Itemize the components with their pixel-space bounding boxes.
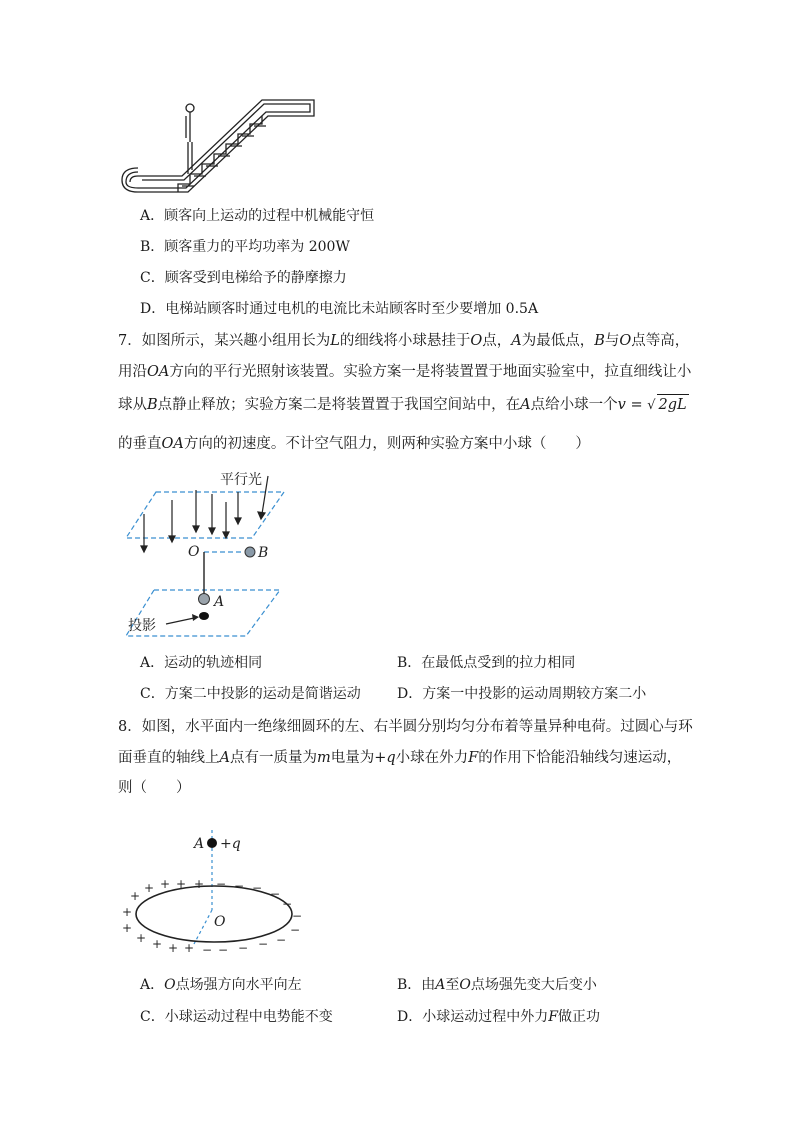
svg-text:−: − xyxy=(292,909,303,923)
label-o: O xyxy=(214,914,226,930)
light-label: 平行光 xyxy=(220,472,262,488)
q8-option-b: B．由A至O点场强先变大后变小 xyxy=(397,977,597,993)
ball-a xyxy=(199,594,210,605)
q8-stem-line-3: 则（ ） xyxy=(118,780,191,796)
q7-option-d: D．方案一中投影的运动周期较方案二小 xyxy=(397,686,647,702)
q8-option-d: D．小球运动过程中外力F做正功 xyxy=(397,1009,600,1025)
q7-stem-line-4: 的垂直OA方向的初速度。不计空气阻力，则两种实验方案中小球（ ） xyxy=(118,436,590,452)
svg-text:−: − xyxy=(252,881,263,895)
ring-figure xyxy=(118,830,314,960)
svg-text:−: − xyxy=(282,897,293,911)
q7-option-a: A．运动的轨迹相同 xyxy=(140,655,263,671)
q7-option-b: B．在最低点受到的拉力相同 xyxy=(397,655,576,671)
svg-text:+: + xyxy=(136,931,147,945)
q8-stem-line-1: 8．如图，水平面内一绝缘细圆环的左、右半圆分别均匀分布着等量异种电荷。过圆心与环 xyxy=(118,719,693,735)
label-q: +q xyxy=(220,836,241,852)
svg-text:+: + xyxy=(176,877,187,891)
q6-option-c: C．顾客受到电梯给予的静摩擦力 xyxy=(140,270,347,286)
svg-text:−: − xyxy=(238,941,249,955)
q8-stem-line-2: 面垂直的轴线上A点有一质量为m电量为+q小球在外力F的作用下恰能沿轴线匀速运动， xyxy=(118,750,682,766)
svg-text:−: − xyxy=(290,923,301,937)
charge-ball xyxy=(207,838,217,848)
plus-charges xyxy=(122,877,204,955)
svg-text:+: + xyxy=(122,905,133,919)
q6-option-b: B．顾客重力的平均功率为 200W xyxy=(140,239,350,255)
svg-text:−: − xyxy=(218,943,229,957)
q7-stem-line-2: 用沿OA方向的平行光照射该装置。实验方案一是将装置置于地面实验室中，拉直细线让小 xyxy=(118,364,692,380)
velocity-formula: v xyxy=(617,397,626,413)
q8-option-a: A．O点场强方向水平向左 xyxy=(140,977,302,993)
label-a: A xyxy=(194,836,205,852)
label-b: B xyxy=(258,545,269,561)
svg-text:+: + xyxy=(130,889,141,903)
pendulum-figure xyxy=(122,468,288,640)
label-o: O xyxy=(188,544,200,560)
svg-text:−: − xyxy=(216,877,227,891)
q6-option-d: D．电梯站顾客时通过电机的电流比未站顾客时至少要增加 0.5A xyxy=(140,301,539,317)
svg-text:+: + xyxy=(152,937,163,951)
svg-text:−: − xyxy=(234,879,245,893)
svg-text:−: − xyxy=(270,887,281,901)
svg-text:+: + xyxy=(144,881,155,895)
shadow-dot xyxy=(199,612,209,620)
ball-b xyxy=(245,547,255,557)
svg-text:−: − xyxy=(202,943,213,957)
svg-text:−: − xyxy=(276,933,287,947)
escalator-figure xyxy=(118,96,324,200)
q7-option-c: C．方案二中投影的运动是简谐运动 xyxy=(140,686,361,702)
svg-text:−: − xyxy=(258,937,269,951)
svg-text:+: + xyxy=(194,877,205,891)
q7-stem-line-3: 球从B点静止释放；实验方案二是将装置置于我国空间站中，在A点给小球一个v = √ 2gL xyxy=(118,394,689,416)
svg-text:+: + xyxy=(160,877,171,891)
q7-stem-line-1: 7．如图所示，某兴趣小组用长为L的细线将小球悬挂于O点，A为最低点，B与O点等高， xyxy=(118,333,690,349)
svg-text:+: + xyxy=(184,941,195,955)
svg-text:+: + xyxy=(168,941,179,955)
label-a: A xyxy=(214,594,225,610)
svg-text:+: + xyxy=(122,921,133,935)
q8-option-c: C．小球运动过程中电势能不变 xyxy=(140,1009,333,1025)
q6-option-a: A．顾客向上运动的过程中机械能守恒 xyxy=(140,208,375,224)
shadow-label: 投影 xyxy=(128,618,156,634)
